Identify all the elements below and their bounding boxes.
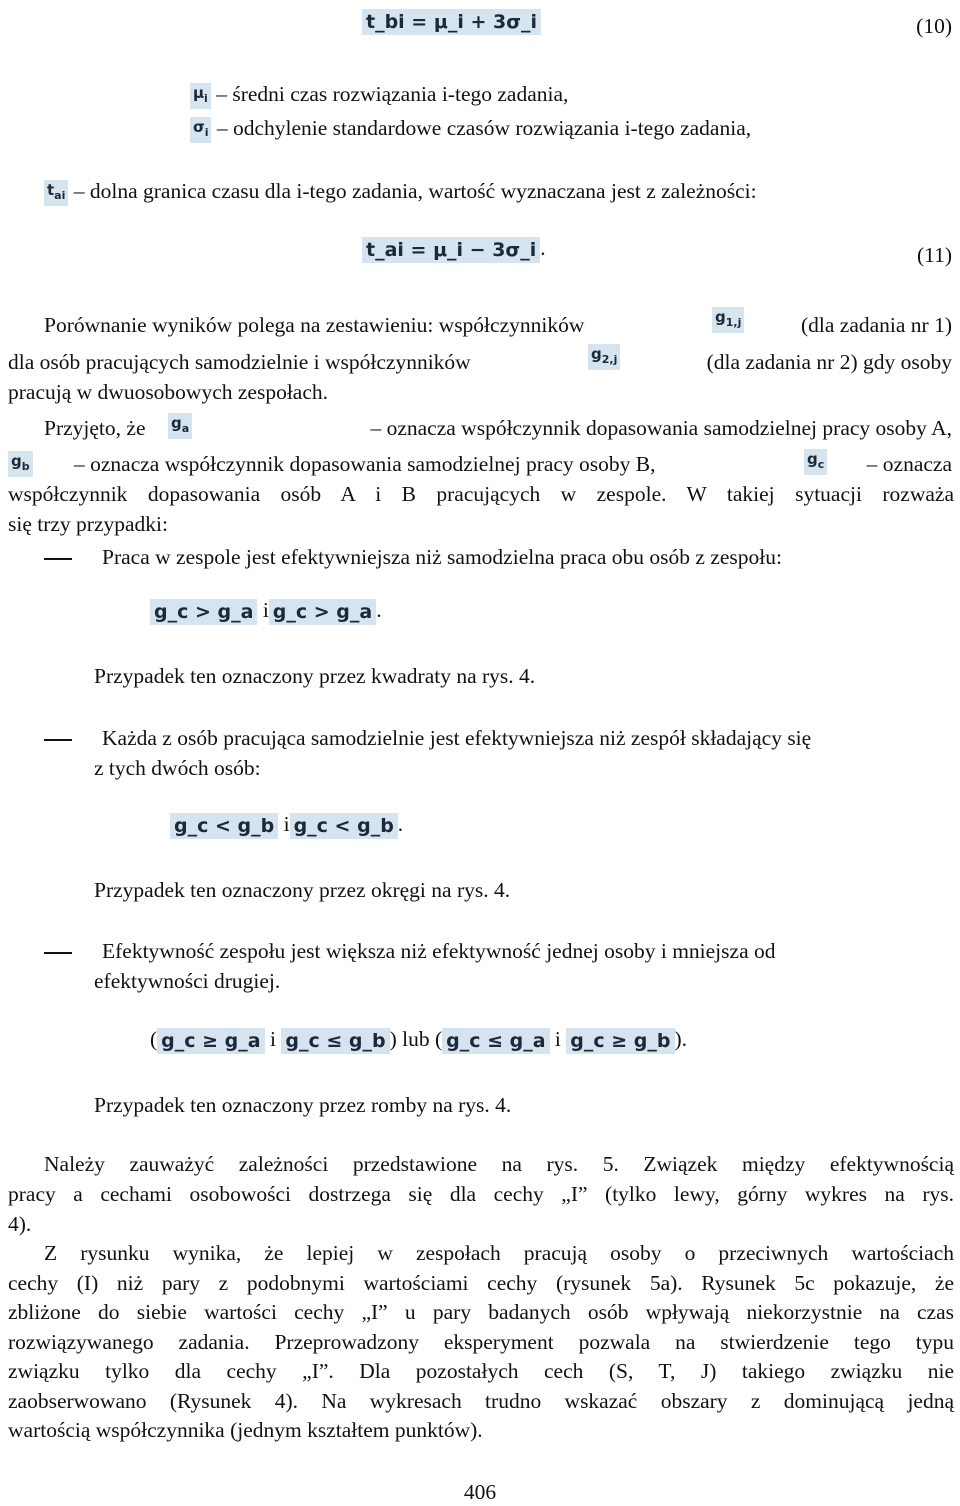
case3-note: Przypadek ten oznaczony przez romby na rys. 4.	[94, 1093, 512, 1117]
equation-11-formula: t_ai = μ_i − 3σ_i	[362, 237, 540, 263]
para2-line2a: – oznacza współczynnik dopasowania samodzielnej pracy osoby B,	[74, 452, 656, 476]
case3-formula: ( g_c ≥ g_a i g_c ≤ g_b ) lub ( g_c ≤ g_a i g_c ≥ g_b ).	[150, 1027, 688, 1053]
bullet-dash	[44, 952, 72, 954]
case1-text: Praca w zespole jest efektywniejsza niż samodzielna praca obu osób z zespołu:	[102, 545, 782, 569]
definition-sigma-text: – odchylenie standardowe czasów rozwiązania i-tego zadania,	[216, 116, 752, 140]
para1-line1	[44, 311, 584, 339]
case3-text1: Efektywność zespołu jest większa niż efektywność jednej osoby i mniejsza od	[102, 939, 776, 963]
g2j-symbol: $g_{2,j}$	[588, 343, 620, 370]
definition-tai-text: – dolna granica czasu dla i-tego zadania, wartość wyznaczana jest z zależności:	[73, 179, 757, 203]
para2-line3: współczynnik dopasowania osób A i B pracujących w zespole. W takiej sytuacji rozważa	[8, 482, 954, 506]
case2-text2: z tych dwóch osób:	[94, 756, 261, 780]
bullet-dash	[44, 739, 72, 741]
case1-note: Przypadek ten oznaczony przez kwadraty na rys. 4.	[94, 664, 536, 688]
para2-line4: się trzy przypadki:	[8, 512, 169, 536]
definition-mu-text: – średni czas rozwiązania i-tego zadania,	[216, 82, 569, 106]
case1-item	[44, 543, 782, 571]
equation-11-number: (11)	[916, 243, 952, 267]
para4-line6: zaobserwowano (Rysunek 4). Na wykresach trudno wskazać obszary z dominującą jedną	[8, 1389, 954, 1413]
definition-tai	[44, 177, 757, 206]
case2-note: Przypadek ten oznaczony przez okręgi na rys. 4.	[94, 878, 511, 902]
equation-11: t_ai = μ_i − 3σ_i .	[362, 236, 546, 263]
para4-line4: rozwiązywanego zadania. Przeprowadzony eksperyment pozwala na stwierdzenie tego typu	[8, 1330, 954, 1354]
case2-text1: Każda z osób pracująca samodzielnie jest efektywniejsza niż zespół składający się	[102, 726, 812, 750]
para4-line3: zbliżone do siebie wartości cechy „I” u pary badanych osób wpływają niekorzystnie na czas	[8, 1300, 954, 1324]
equation-10-formula: t_bi = μ_i + 3σ_i	[362, 9, 541, 35]
g1j-symbol: $g_{1,j}$	[712, 306, 744, 333]
para1-line2-tail: (dla zadania nr 2) gdy osoby	[706, 350, 952, 374]
para4-line1: Z rysunku wynika, że lepiej w zespołach pracują osoby o przeciwnych wartościach	[44, 1241, 954, 1265]
para1-line1-tail: (dla zadania nr 1)	[800, 313, 952, 337]
para3-line1: Należy zauważyć zależności przedstawione na rys. 5. Związek między efektywnością	[44, 1152, 954, 1176]
gc-symbol: $g_c$	[804, 448, 827, 475]
page-number: 406	[463, 1480, 497, 1504]
definition-sigma	[190, 114, 751, 143]
mu-symbol: $\mu_i$	[190, 83, 211, 109]
para4-line2: cechy (I) niż pary z podobnymi wartościami cechy (rysunek 5a). Rysunek 5c pokazuje, że	[8, 1271, 954, 1295]
gb-symbol: $g_b$	[8, 450, 33, 477]
tai-symbol: $t_{ai}$	[44, 180, 68, 206]
para3-line2: pracy a cechami osobowości dostrzega się dla cechy „I” (tylko lewy, górny wykres na rys.	[8, 1182, 954, 1206]
para1-line3: pracują w dwuosobowych zespołach.	[8, 380, 329, 404]
para1-line1-text: Porównanie wyników polega na zestawieniu: współczynników	[44, 313, 585, 337]
para3-line3: 4).	[8, 1212, 32, 1236]
para2-line1a: Przyjęto, że	[44, 416, 146, 440]
bullet-dash	[44, 558, 72, 560]
para2-line2b: – oznacza	[866, 452, 952, 476]
sigma-symbol: $\sigma_i$	[190, 117, 211, 143]
para4-line7: wartością współczynnika (jednym kształtem punktów).	[8, 1418, 483, 1442]
para2-line1b: – oznacza współczynnik dopasowania samodzielnej pracy osoby A,	[370, 416, 952, 440]
ga-symbol: $g_a$	[168, 412, 192, 439]
case2-item	[44, 724, 811, 752]
case2-formula: g_c < g_b i g_c < g_b .	[170, 812, 403, 839]
equation-10	[362, 8, 541, 35]
case3-text2: efektywności drugiej.	[94, 969, 281, 993]
definition-mu	[190, 80, 568, 109]
case1-formula: g_c > g_a i g_c > g_a .	[150, 598, 382, 625]
para1-line2: dla osób pracujących samodzielnie i współczynników	[8, 350, 471, 374]
case3-item	[44, 937, 954, 965]
equation-10-number: (10)	[916, 14, 952, 38]
para4-line5: związku tylko dla cechy „I”. Dla pozostałych cech (S, T, J) takiego związku nie	[8, 1359, 954, 1383]
